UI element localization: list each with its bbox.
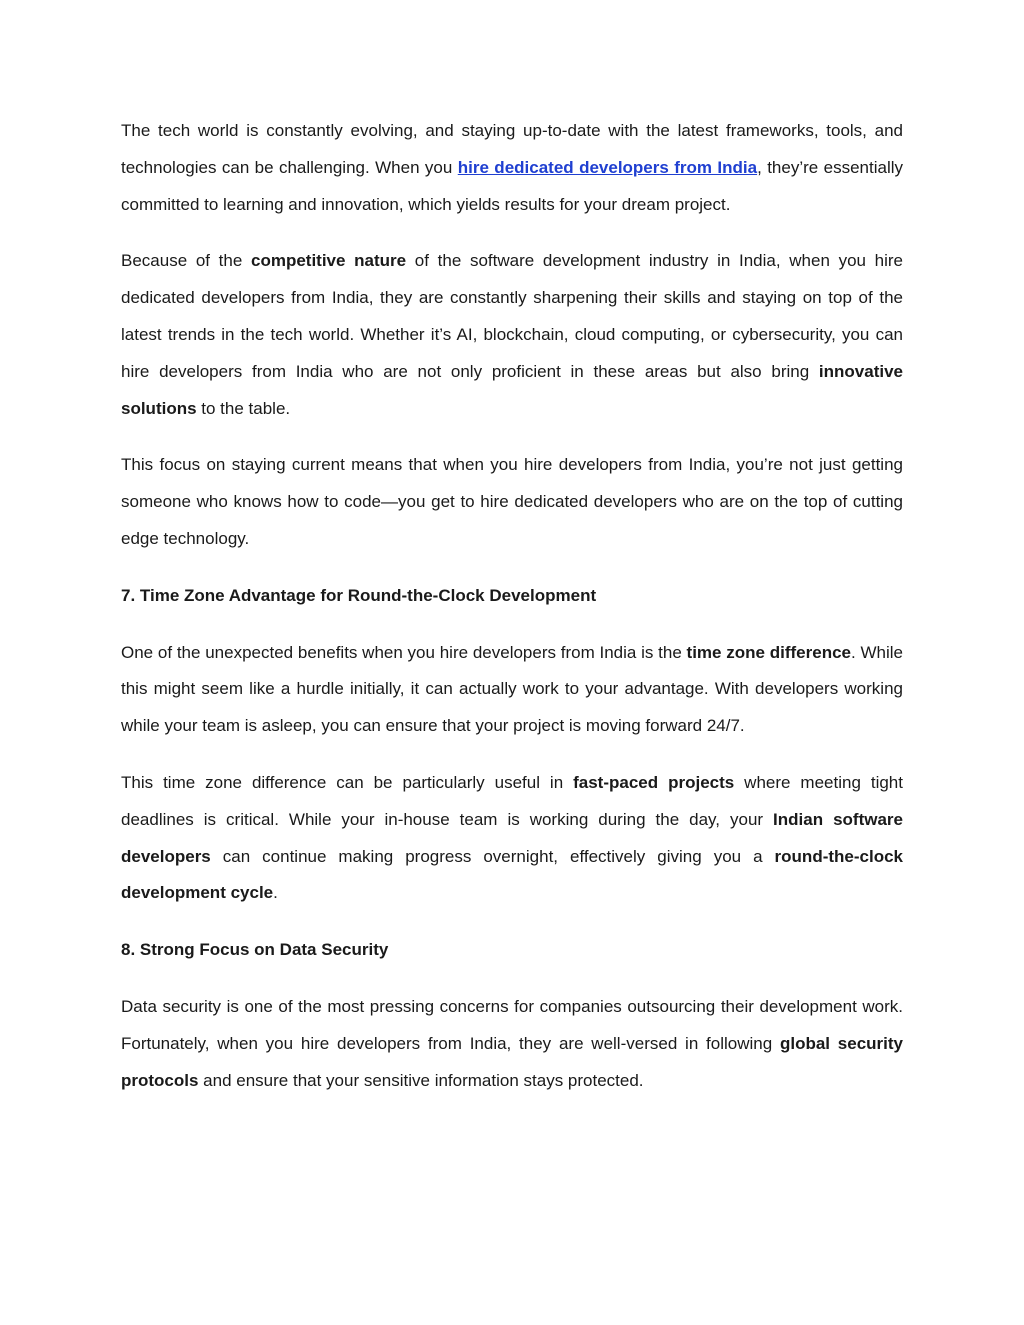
paragraph-text: of the software development industry in India, when you hire dedicated developers from India, they are constantly sharpening their skills and staying on top of the latest trends in the tech world. Whether it’s AI, blockchain, cloud computing, or cybersecurity, you can hire developers from India who are not only proficient in these areas but also bring [121,251,904,381]
paragraph-text: Data security is one of the most pressing concerns for companies outsourcing their development work. Fortunately, when you hire developers from India, they are well-versed in following [121,996,903,1053]
paragraph-fast-paced [121,765,903,912]
paragraph-text: The tech world is constantly evolving, and staying up-to-date with the latest frameworks, tools, and technologies can be challenging. When you [121,121,903,177]
bold-global-security-protocols: global security protocols [121,1033,903,1090]
bold-time-zone-difference: time zone difference [686,642,851,662]
bold-round-the-clock: round-the-clock development cycle [121,846,903,903]
paragraph-text: , they’re essentially committed to learning and innovation, which yields results for your dream project. [121,157,903,214]
paragraph-competitive-nature [121,243,903,427]
section-heading-time-zone: 7. Time Zone Advantage for Round-the-Clock Development [121,585,597,605]
paragraph-text: . [273,883,278,903]
paragraph-text: to the table. [196,398,291,418]
paragraph-text: where meeting tight deadlines is critical. While your in-house team is working during the day, your [121,772,903,829]
paragraph-tech-evolving [121,113,903,223]
bold-fast-paced-projects: fast-paced projects [573,772,735,792]
paragraph-staying-current [121,447,903,557]
paragraph-text: Because of the [121,251,251,271]
paragraph-data-security [121,989,903,1099]
paragraph-time-zone-benefit [121,635,903,745]
bold-competitive-nature: competitive nature [251,251,407,271]
bold-indian-software-developers: Indian software developers [121,809,903,866]
paragraph-text: One of the unexpected benefits when you hire developers from India is the [121,642,687,662]
bold-innovative-solutions: innovative solutions [121,361,903,418]
hire-developers-link[interactable]: hire dedicated developers from India [457,157,758,177]
paragraph-text: This time zone difference can be particularly useful in [121,772,574,792]
section-heading-data-security: 8. Strong Focus on Data Security [121,940,389,960]
paragraph-text: . While this might seem like a hurdle initially, it can actually work to your advantage. With developers working while your team is asleep, you can ensure that your project is moving forward 24/7. [121,642,903,736]
paragraph-text: can continue making progress overnight, effectively giving you a [210,846,775,866]
document-body [121,113,903,1119]
paragraph-text: and ensure that your sensitive information stays protected. [198,1070,644,1090]
paragraph-text: This focus on staying current means that when you hire developers from India, you’re not just getting someone who knows how to code—you get to hire dedicated developers who are on the top of cutting edge technology. [121,455,903,548]
